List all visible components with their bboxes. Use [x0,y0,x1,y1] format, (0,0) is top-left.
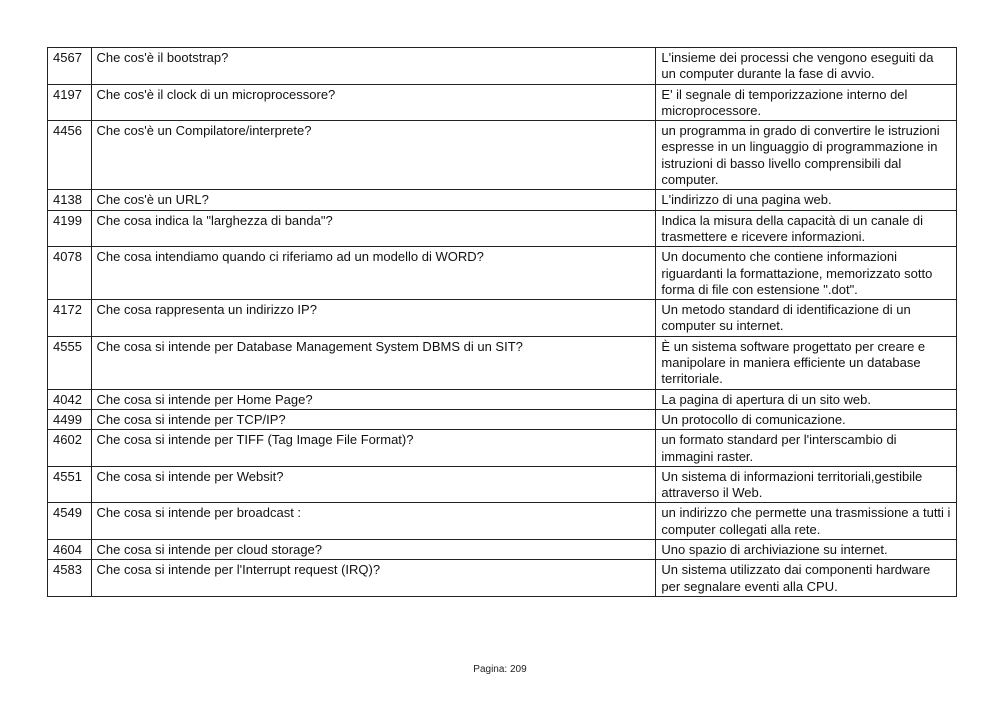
table-row [48,503,957,540]
question-id: 4549 [48,503,92,540]
question-id: 4042 [48,389,92,409]
question-id: 4172 [48,300,92,337]
question-id: 4604 [48,540,92,560]
table-row [48,466,957,503]
question-text: Che cos'è il clock di un microprocessore? [91,84,656,121]
question-text: Che cos'è un URL? [91,190,656,210]
table-row [48,121,957,190]
answer-text: La pagina di apertura di un sito web. [656,389,957,409]
answer-text: È un sistema software progettato per creare e manipolare in maniera efficiente un database territoriale. [656,336,957,389]
answer-text: Un protocollo di comunicazione. [656,409,957,429]
question-text: Che cos'è un Compilatore/interprete? [91,121,656,190]
table-row [48,190,957,210]
answer-text: un indirizzo che permette una trasmissione a tutti i computer collegati alla rete. [656,503,957,540]
table-row [48,560,957,597]
question-text: Che cos'è il bootstrap? [91,48,656,85]
question-id: 4583 [48,560,92,597]
page-number: Pagina: 209 [473,664,527,675]
table-row [48,48,957,85]
answer-text: Un documento che contiene informazioni riguardanti la formattazione, memorizzato sotto forma di file con estensione ".dot". [656,247,957,300]
question-id: 4078 [48,247,92,300]
question-text: Che cosa rappresenta un indirizzo IP? [91,300,656,337]
question-id: 4555 [48,336,92,389]
answer-text: L'insieme dei processi che vengono eseguiti da un computer durante la fase di avvio. [656,48,957,85]
table-row [48,409,957,429]
question-text: Che cosa si intende per Home Page? [91,389,656,409]
question-text: Che cosa indica la "larghezza di banda"? [91,210,656,247]
table-row [48,300,957,337]
question-id: 4138 [48,190,92,210]
answer-text: Indica la misura della capacità di un canale di trasmettere e ricevere informazioni. [656,210,957,247]
table-row [48,210,957,247]
question-text: Che cosa si intende per Websit? [91,466,656,503]
question-id: 4499 [48,409,92,429]
table-row [48,540,957,560]
answer-text: E' il segnale di temporizzazione interno del microprocessore. [656,84,957,121]
table-row [48,430,957,467]
table-row [48,336,957,389]
answer-text: Uno spazio di archiviazione su internet. [656,540,957,560]
question-text: Che cosa si intende per TIFF (Tag Image File Format)? [91,430,656,467]
table-body [48,48,957,597]
question-text: Che cosa si intende per Database Management System DBMS di un SIT? [91,336,656,389]
question-text: Che cosa intendiamo quando ci riferiamo ad un modello di WORD? [91,247,656,300]
table-row [48,84,957,121]
question-answer-table [47,47,957,597]
question-text: Che cosa si intende per cloud storage? [91,540,656,560]
answer-text: Un sistema di informazioni territoriali,gestibile attraverso il Web. [656,466,957,503]
answer-text: L'indirizzo di una pagina web. [656,190,957,210]
question-id: 4551 [48,466,92,503]
answer-text: un formato standard per l'interscambio di immagini raster. [656,430,957,467]
question-text: Che cosa si intende per broadcast : [91,503,656,540]
table-row [48,247,957,300]
question-id: 4602 [48,430,92,467]
question-text: Che cosa si intende per l'Interrupt request (IRQ)? [91,560,656,597]
answer-text: Un metodo standard di identificazione di un computer su internet. [656,300,957,337]
question-id: 4567 [48,48,92,85]
question-text: Che cosa si intende per TCP/IP? [91,409,656,429]
question-id: 4199 [48,210,92,247]
table-row [48,389,957,409]
answer-text: Un sistema utilizzato dai componenti hardware per segnalare eventi alla CPU. [656,560,957,597]
answer-text: un programma in grado di convertire le istruzioni espresse in un linguaggio di programmazione in istruzioni di basso livello comprensibili dal computer. [656,121,957,190]
question-id: 4456 [48,121,92,190]
question-id: 4197 [48,84,92,121]
